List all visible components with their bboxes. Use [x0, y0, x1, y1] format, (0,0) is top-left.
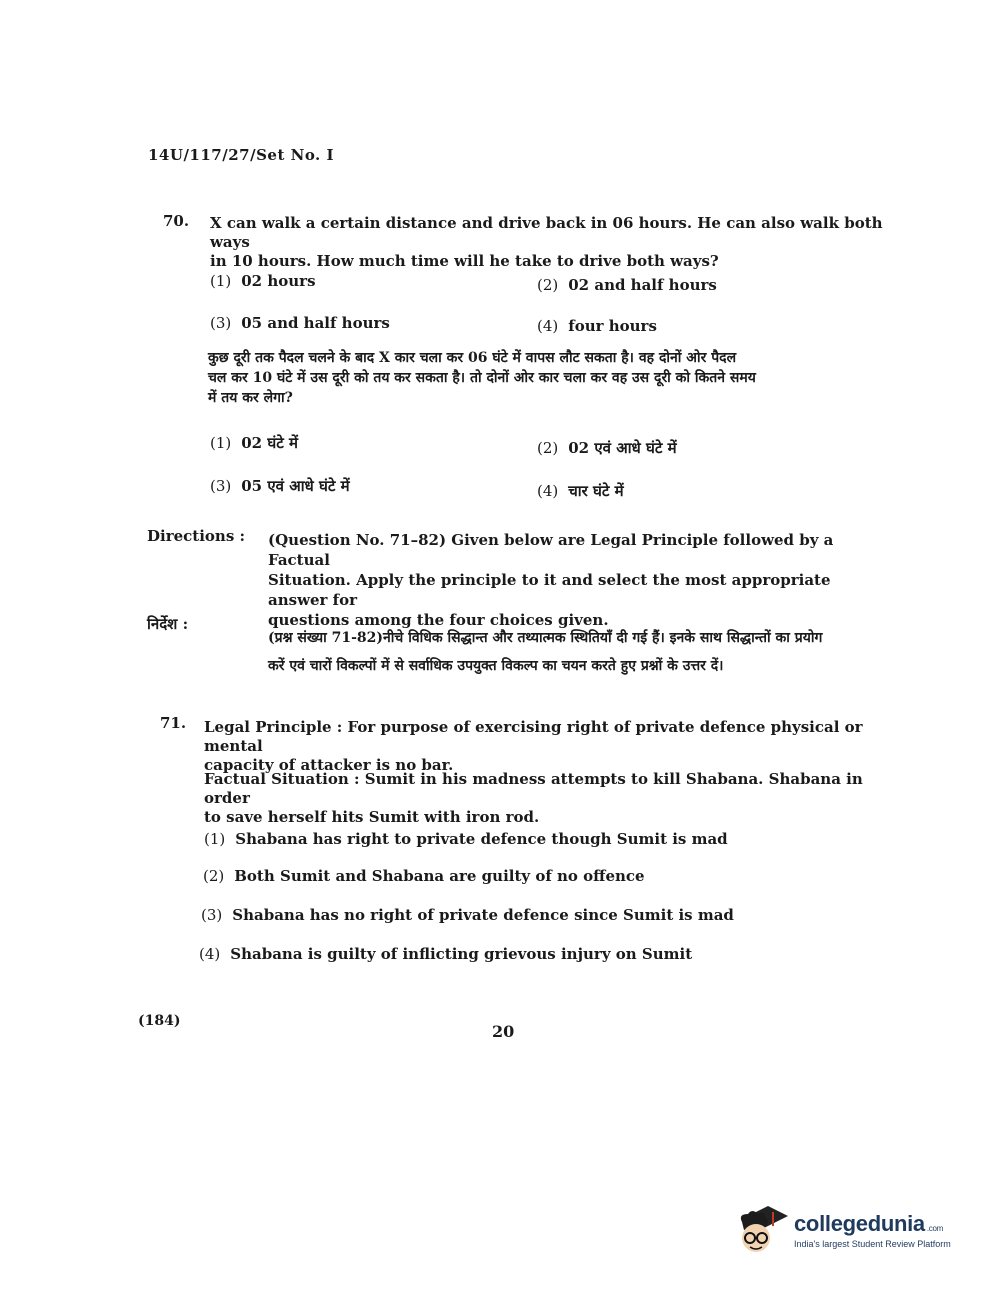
logo-name	[794, 1211, 951, 1237]
directions-line-1: (Question No. 71–82) Given below are Legal Principle followed by a Factual	[268, 531, 834, 569]
option-number: (1)	[204, 830, 226, 848]
mascot-icon	[734, 1200, 788, 1260]
option-label: Shabana is guilty of inflicting grievous injury on Sumit	[230, 945, 693, 963]
q71-option-1	[204, 830, 728, 848]
question-71-principle	[204, 718, 894, 775]
q70-option-1	[210, 272, 316, 290]
logo-name-text: collegedunia	[794, 1211, 925, 1236]
question-70-line-1: X can walk a certain distance and drive back in 06 hours. He can also walk both ways	[210, 214, 883, 251]
fact-line-2: to save herself hits Sumit with iron rod.	[204, 808, 540, 826]
option-label: Shabana has no right of private defence since Sumit is mad	[232, 906, 734, 924]
q70-option-4	[537, 317, 657, 335]
question-70-text	[210, 214, 890, 271]
question-71-factual-situation	[204, 770, 894, 827]
directions-line-3: questions among the four choices given.	[268, 611, 609, 629]
footer-code: (184)	[138, 1013, 181, 1029]
principle-line-2: capacity of attacker is no bar.	[204, 756, 454, 774]
logo-text	[794, 1211, 951, 1249]
page-number: 20	[492, 1022, 515, 1041]
option-number: (4)	[199, 945, 221, 963]
option-number: (2)	[537, 276, 559, 294]
directions-label: Directions :	[147, 527, 246, 545]
logo-suffix: .com	[926, 1224, 944, 1233]
q71-option-4	[199, 945, 692, 963]
q70-hindi-option-2	[537, 438, 677, 458]
q70-hindi-option-4	[537, 481, 624, 501]
question-70-line-2: in 10 hours. How much time will he take to drive both ways?	[210, 252, 719, 270]
q70-hindi-option-1	[210, 433, 298, 453]
option-number: (2)	[537, 439, 559, 457]
option-label: Both Sumit and Shabana are guilty of no offence	[234, 867, 645, 885]
question-number-70: 70.	[163, 212, 190, 230]
option-number: (1)	[210, 272, 232, 290]
fact-line-1: Factual Situation : Sumit in his madness attempts to kill Shabana. Shabana in order	[204, 770, 863, 807]
option-label: 05 and half hours	[241, 314, 390, 332]
option-label: 02 एवं आधे घंटे में	[568, 439, 677, 457]
option-number: (3)	[210, 477, 232, 495]
hindi-line-3: में तय कर लेगा?	[208, 390, 293, 406]
option-number: (1)	[210, 434, 232, 452]
q70-hindi-option-3	[210, 476, 350, 496]
option-label: 02 घंटे में	[241, 434, 298, 452]
option-label: Shabana has right to private defence though Sumit is mad	[235, 830, 728, 848]
option-number: (4)	[537, 482, 559, 500]
option-label: 02 and half hours	[568, 276, 717, 294]
option-number: (3)	[201, 906, 223, 924]
hindi-line-2: चल कर 10 घंटे में उस दूरी को तय कर सकता है। तो दोनों ओर कार चला कर वह उस दूरी को कितने समय	[208, 370, 756, 386]
option-number: (3)	[210, 314, 232, 332]
option-label: 05 एवं आधे घंटे में	[241, 477, 350, 495]
q71-option-3	[201, 906, 734, 924]
option-label: चार घंटे में	[568, 482, 624, 500]
option-number: (4)	[537, 317, 559, 335]
directions-hindi-line-2: करें एवं चारों विकल्पों में से सर्वाधिक उपयुक्त विकल्प का चयन करते हुए प्रश्नों के उत्तर दें।	[268, 658, 724, 674]
principle-line-1: Legal Principle : For purpose of exercising right of private defence physical or mental	[204, 718, 863, 755]
directions-hindi-label: निर्देश :	[147, 615, 189, 633]
q70-option-3	[210, 314, 390, 332]
q71-option-2	[203, 867, 645, 885]
directions-hindi-line-1: (प्रश्न संख्या 71-82)नीचे विधिक सिद्धान्त और तथ्यात्मक स्थितियाँ दी गई हैं। इनके साथ सिद्धान्तों का प्रयोग	[268, 630, 823, 646]
option-label: 02 hours	[241, 272, 316, 290]
directions-line-2: Situation. Apply the principle to it and select the most appropriate answer for	[268, 571, 831, 609]
question-70-hindi-text	[208, 348, 888, 408]
directions-hindi-text	[268, 624, 888, 680]
directions-text	[268, 530, 888, 630]
hindi-line-1: कुछ दूरी तक पैदल चलने के बाद X कार चला कर 06 घंटे में वापस लौट सकता है। वह दोनों ओर पैदल	[208, 350, 737, 366]
option-number: (2)	[203, 867, 225, 885]
question-number-71: 71.	[160, 714, 187, 732]
collegedunia-logo	[734, 1198, 964, 1262]
set-code-header: 14U/117/27/Set No. I	[148, 146, 335, 164]
q70-option-2	[537, 276, 717, 294]
option-label: four hours	[568, 317, 657, 335]
logo-tagline: India's largest Student Review Platform	[794, 1239, 951, 1249]
